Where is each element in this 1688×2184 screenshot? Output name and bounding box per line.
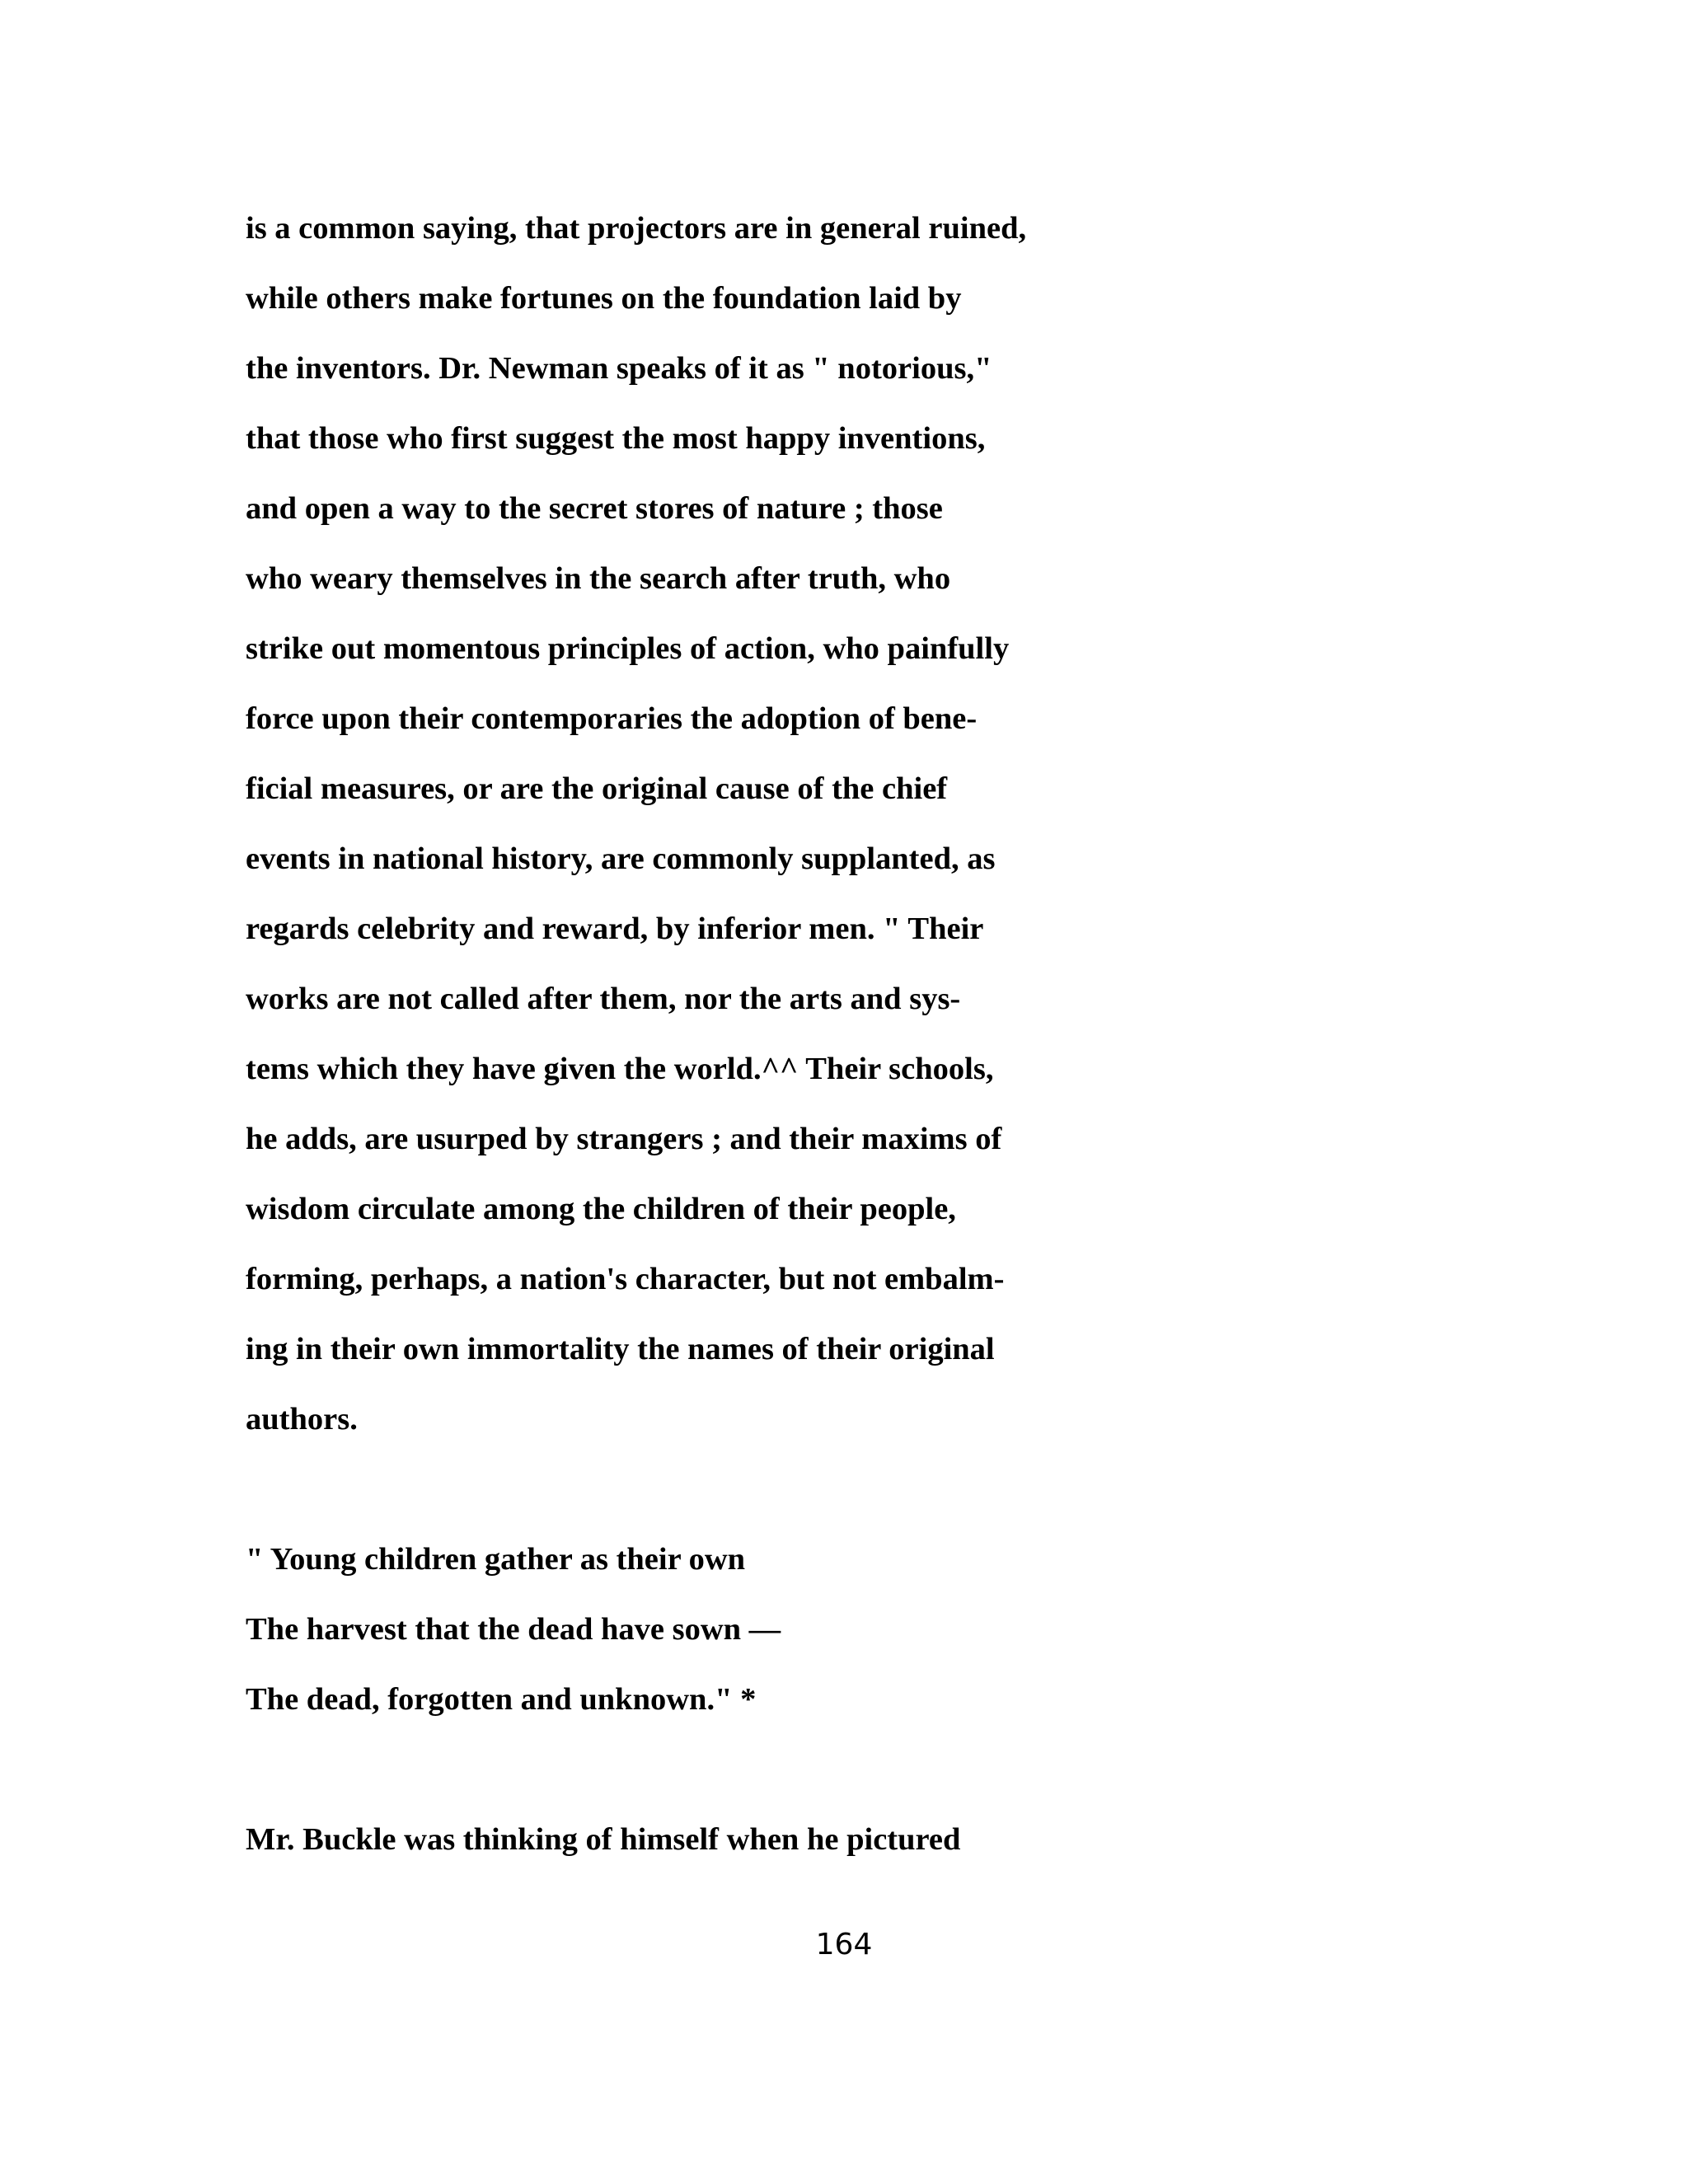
verse-line: The harvest that the dead have sown — xyxy=(246,1612,781,1647)
text-line: who weary themselves in the search after truth, who xyxy=(246,561,951,596)
text-line: and open a way to the secret stores of nature ; those xyxy=(246,491,943,526)
text-line: events in national history, are commonly supplanted, as xyxy=(246,841,996,876)
text-line: ing in their own immortality the names of their original xyxy=(246,1332,995,1366)
text-line: wisdom circulate among the children of their people, xyxy=(246,1192,956,1226)
text-line: strike out momentous principles of action, who painfully xyxy=(246,631,1010,666)
body-text xyxy=(246,194,1482,1875)
text-line: Mr. Buckle was thinking of himself when he pictured xyxy=(246,1822,961,1857)
verse-quotation xyxy=(246,1525,1482,1735)
paragraph xyxy=(246,194,1482,1455)
text-line: the inventors. Dr. Newman speaks of it as " notorious," xyxy=(246,351,992,386)
blank-line xyxy=(246,1455,1482,1525)
text-line: ficial measures, or are the original cause of the chief xyxy=(246,771,948,806)
verse-line: The dead, forgotten and unknown." * xyxy=(246,1682,757,1717)
text-line: while others make fortunes on the foundation laid by xyxy=(246,281,962,316)
page-number: 164 xyxy=(815,1928,873,1961)
text-line: tems which they have given the world.^^ Their schools, xyxy=(246,1052,994,1086)
verse-line: " Young children gather as their own xyxy=(246,1542,746,1577)
text-line: works are not called after them, nor the arts and sys- xyxy=(246,982,961,1016)
text-line: authors. xyxy=(246,1402,358,1436)
blank-line xyxy=(246,1735,1482,1805)
text-line: regards celebrity and reward, by inferior men. " Their xyxy=(246,912,984,946)
text-line: force upon their contemporaries the adoption of bene- xyxy=(246,701,978,736)
text-line: that those who first suggest the most happy inventions, xyxy=(246,421,986,456)
text-line: forming, perhaps, a nation's character, but not embalm- xyxy=(246,1262,1005,1296)
text-line: he adds, are usurped by strangers ; and their maxims of xyxy=(246,1122,1002,1156)
text-line: is a common saying, that projectors are in general ruined, xyxy=(246,211,1027,246)
paragraph xyxy=(246,1805,1482,1875)
